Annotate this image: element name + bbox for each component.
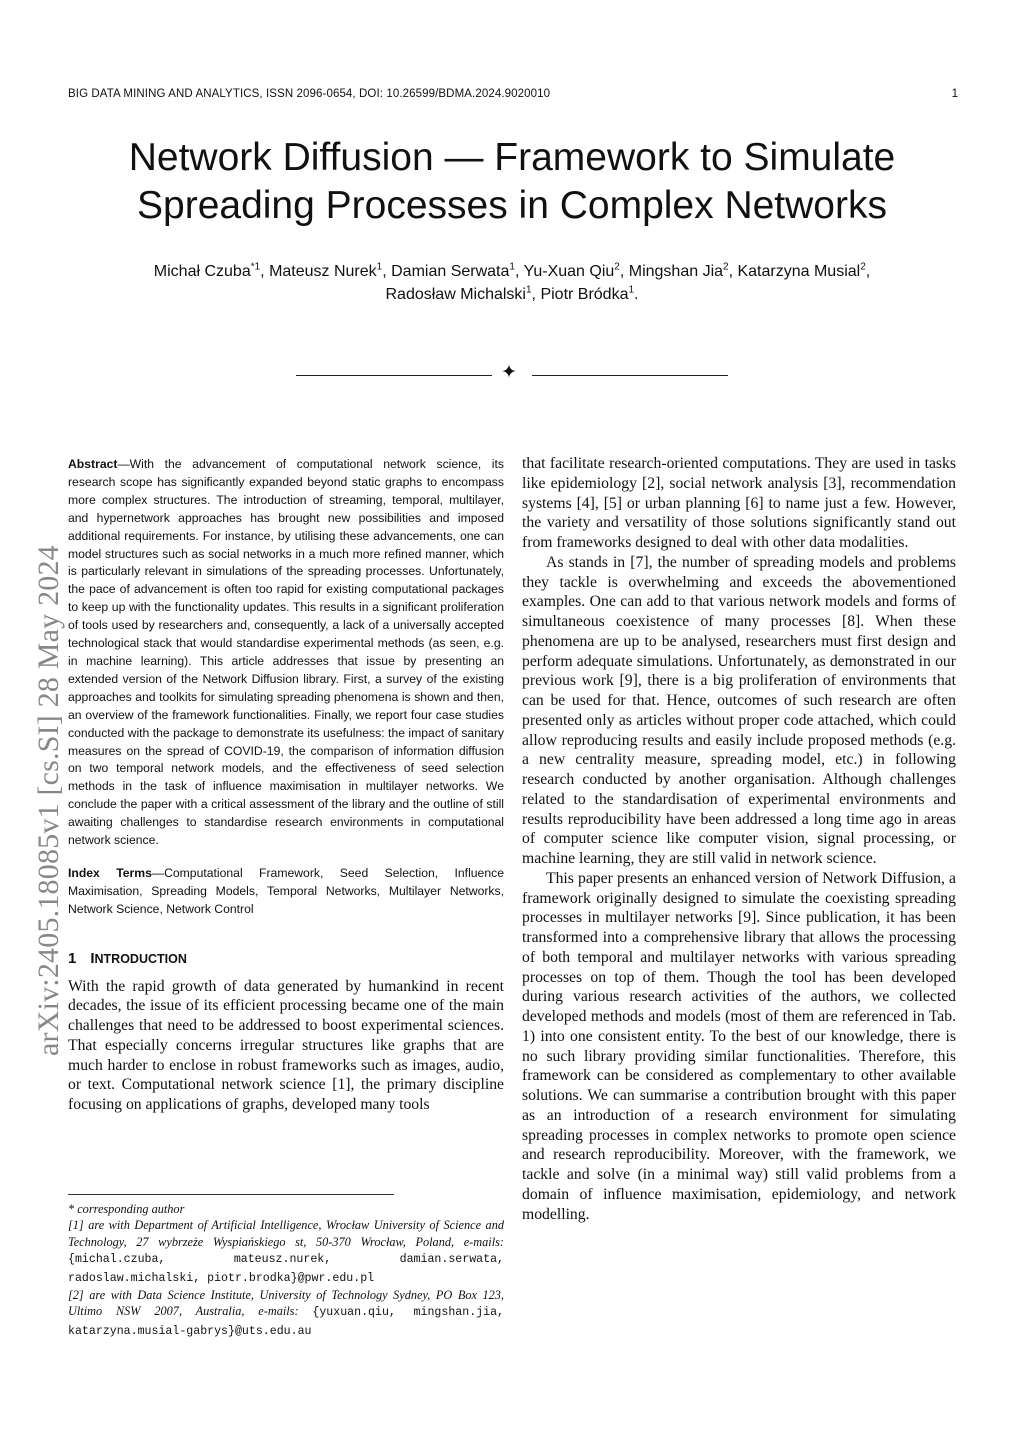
right-paragraph-2: As stands in [7], the number of spreading models and problems they tackle is overwhelming and exceeds the abovementioned examples. One can add to that various network models and forms of simultaneous coexistence of many processes [8]. When these phenomena are up to be analysed, researchers must first design and perform adequate simulations. Unfortunately, as demonstrated in our previous work [9], there is a big proliferation of environments that can be used for that. Hence, outcomes of such research are often presented only as articles without proper code attached, which could allow reproducing results and easily include proposed methods (e.g. a new centrality measure, spreading model, etc.) in following research conducted by another organisation. Although challenges related to the standardisation of experimental environments and results reproducibility have been addressed a long time ago in areas of computer science like computer vision, signal processing, or machine learning, they are still valid in network science. <box>522 553 956 867</box>
section-title-initial: I <box>90 949 95 967</box>
section-number: 1 <box>68 949 77 967</box>
author-affiliation: 1 <box>509 261 515 273</box>
section-title-rest: NTRODUCTION <box>94 951 187 966</box>
section-heading-introduction <box>68 949 504 969</box>
paper-title <box>60 134 964 230</box>
right-column <box>522 454 956 1224</box>
affiliation-2-text: [2] are with Data Science Institute, University of Technology Sydney, PO Box 123, Ultimo NSW 2007, Australia, e-mails: <box>68 1288 504 1319</box>
page-number: 1 <box>951 88 958 100</box>
author-name: Piotr Bródka <box>540 286 629 303</box>
author-name: Katarzyna Musial <box>737 263 861 280</box>
index-terms-label: Index Terms <box>68 865 152 880</box>
author-affiliation: 2 <box>723 261 729 273</box>
section-divider <box>296 362 728 386</box>
footnote-affiliation-1 <box>68 1217 504 1287</box>
author-name: Yu-Xuan Qiu <box>523 263 615 280</box>
author-affiliation: 1 <box>525 284 532 296</box>
author-name: Michał Czuba <box>153 263 251 280</box>
author-name: Mateusz Nurek <box>269 263 377 280</box>
left-column <box>68 456 504 1115</box>
right-paragraph-3: This paper presents an enhanced version of Network Diffusion, a framework originally designed to simulate the coexisting spreading processes in multilayer networks [9]. Since publication, it has been transformed into a comprehensive library that allows the processing of both temporal and multilayer networks with various spreading processes on top of them. Though the tool has been developed during various research activities of the authors, we collected developed methods and models (most of them are referenced in Tab. 1) into one consistent entity. To the best of our knowledge, there is no such library providing similar functionalities. Therefore, this framework can be considered as complementary to other available solutions. We can summarise a contribution brought with this paper as an introduction of a research environment for simulating spreading processes in complex networks to promote open science and research reproducibility. Moreover, with the framework, we tackle and solve (in a minimal way) still valid problems from a domain of influence maximisation, epidemiology, and network modelling. <box>522 869 956 1223</box>
author-line-1: Michał Czuba$^{*1}$, Mateusz Nurek$^1$, Damian Serwata$^1$, Yu-Xuan Qiu$^2$, Mingshan Jia$^2$, Katarzyna Musial$^2$, <box>153 261 871 280</box>
author-affiliation: 2 <box>614 261 620 273</box>
footnote-corresponding: * corresponding author <box>68 1202 185 1216</box>
arxiv-stamp: arXiv:2405.18085v1 [cs.SI] 28 May 2024 <box>32 545 65 1056</box>
author-affiliation: *1 <box>250 261 261 273</box>
abstract-label: Abstract <box>68 457 118 471</box>
author-line-2: Radosław Michalski$^1$, Piotr Bródka$^1$. <box>385 284 639 303</box>
footnotes <box>68 1201 504 1340</box>
author-list <box>60 260 964 306</box>
footnote-affiliation-2 <box>68 1287 504 1340</box>
running-head: BIG DATA MINING AND ANALYTICS, ISSN 2096-0654, DOI: 10.26599/BDMA.2024.9020010 <box>68 88 551 100</box>
intro-paragraph-1: With the rapid growth of data generated by humankind in recent decades, the issue of its efficient processing became one of the main challenges that need to be addressed to boost experimental sciences. That especially concerns irregular structures like graphs that are much harder to enclose in robust frameworks such as images, audio, or text. Computational network science [1], the primary discipline focusing on applications of graphs, developed many tools <box>68 977 504 1114</box>
affiliation-1-text: [1] are with Department of Artificial Intelligence, Wrocław University of Science and Technology, 27 wybrzeże Wyspiańskiego st, 50-370 Wrocław, Poland, e-mails: <box>68 1218 504 1249</box>
index-terms-text: —Computational Framework, Seed Selection, Influence Maximisation, Spreading Models, Temporal Networks, Multilayer Networks, Network Science, Network Control <box>68 865 504 916</box>
author-affiliation: 1 <box>376 261 383 273</box>
affiliation-2-emails: {yuxuan.qiu, mingshan.jia, katarzyna.musial-gabrys}@uts.edu.au <box>68 1306 504 1338</box>
author-name: Damian Serwata <box>391 263 510 280</box>
index-terms <box>68 865 504 919</box>
author-affiliation: 2 <box>860 261 866 273</box>
abstract <box>68 456 504 850</box>
affiliation-1-emails: {michal.czuba, mateusz.nurek, damian.serwata, radoslaw.michalski, piotr.brodka}@pwr.edu.pl <box>68 1253 504 1285</box>
title-line-1: Network Diffusion — Framework to Simulate <box>128 136 896 179</box>
right-paragraph-1: that facilitate research-oriented computations. They are used in tasks like epidemiology [2], social network analysis [3], recommendation systems [4], [5] or urban planning [6] to name just a few. However, the variety and versatility of those solutions significantly stand out from frameworks designed to deal with other data modalities. <box>522 455 956 551</box>
divider-star-icon: ✦ <box>501 362 517 383</box>
author-name: Radosław Michalski <box>385 286 526 303</box>
author-name: Mingshan Jia <box>628 263 724 280</box>
title-line-2: Spreading Processes in Complex Networks <box>137 184 887 227</box>
abstract-text: —With the advancement of computational network science, its research scope has significantly expanded beyond static graphs to encompass more complex structures. The introduction of streaming, temporal, multilayer, and hypernetwork approaches has brought new possibilities and imposed additional requirements. For instance, by utilising these advancements, one can model structures such as social networks in a much more refined manner, which is particularly relevant in simulations of the spreading processes. Unfortunately, the pace of advancement is often too rapid for existing computational packages to keep up with the functionality updates. This results in a significant proliferation of tools used by researchers and, consequently, a lack of a universally accepted technological stack that would standardise experimental methods (as seen, e.g. in machine learning). This article addresses that issue by presenting an extended version of the Network Diffusion library. First, a survey of the existing approaches and toolkits for simulating spreading phenomena is shown and then, an overview of the framework functionalities. Finally, we report four case studies conducted with the package to demonstrate its usefulness: the impact of sanitary measures on the spread of COVID-19, the comparison of information diffusion on two temporal network models, and the effectiveness of seed selection methods in the task of influence maximisation in multilayer networks. We conclude the paper with a critical assessment of the library and the outline of still awaiting challenges to standardise research environments in computational network science. <box>68 457 504 848</box>
footnote-rule <box>68 1194 394 1195</box>
divider-line-right <box>532 375 728 376</box>
author-affiliation: 1 <box>628 284 635 296</box>
divider-line-left <box>296 375 492 376</box>
